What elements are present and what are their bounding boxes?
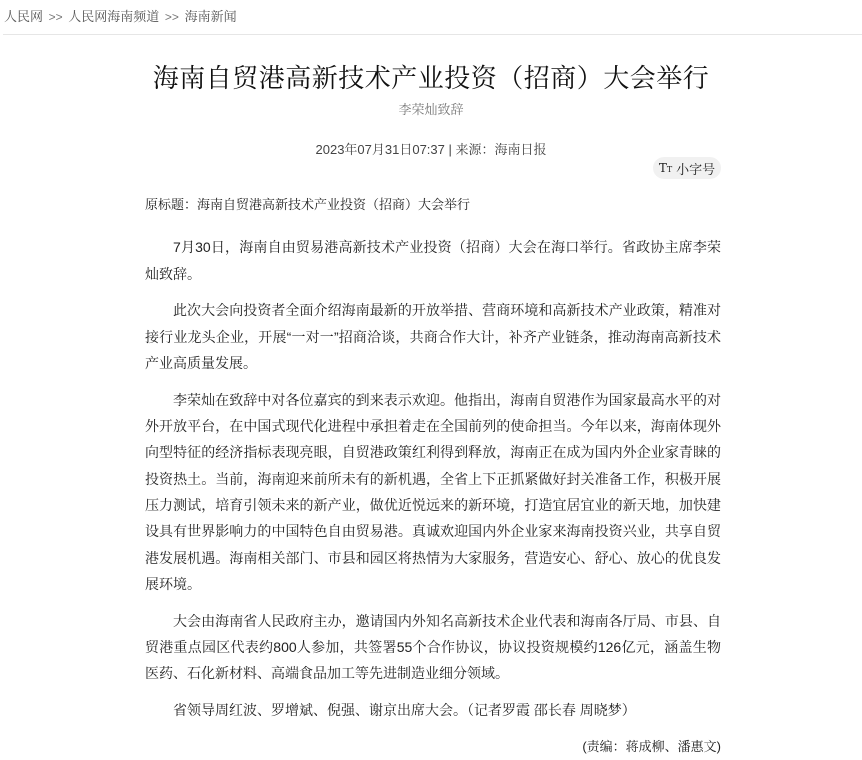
article-meta: 2023年07月31日07:37 | 来源：海南日报 (315, 142, 547, 157)
article-body (145, 192, 721, 760)
breadcrumb-link-home[interactable]: 人民网 (4, 9, 44, 24)
editor-credit: (责编：蒋成柳、潘惠文) (582, 738, 721, 754)
breadcrumb-link-hainan-news[interactable]: 海南新闻 (184, 9, 237, 24)
breadcrumb (4, 6, 237, 25)
text-size-icon: TT (658, 161, 673, 175)
breadcrumb-link-hainan-channel[interactable]: 人民网海南频道 (68, 9, 160, 24)
article-paragraph: 李荣灿在致辞中对各位嘉宾的到来表示欢迎。他指出，海南自贸港作为国家最高水平的对外开放平台，在中国式现代化进程中承担着走在全国前列的使命担当。今年以来，海南体现外向型特征的经济指标表现亮眼，自贸港政策红利得到释放，海南正在成为国内外企业家青睐的投资热土。当前，海南迎来前所未有的新机遇，全省上下正抓紧做好封关准备工作，积极开展压力测试，培育引领未来的新产业，做优近悦远来的新环境，打造宜居宜业的新天地，加快建设具有世界影响力的中国特色自由贸易港。真诚欢迎国内外企业家来海南投资兴业，共享自贸港发展机遇。海南相关部门、市县和园区将热情为大家服务，营造安心、舒心、放心的优良发展环境。 (145, 391, 721, 592)
article-paragraph: 此次大会向投资者全面介绍海南最新的开放举措、营商环境和高新技术产业政策，精准对接行业龙头企业，开展“一对一”招商洽谈，共商合作大计，补齐产业链条，推动海南高新技术产业高质量发展。 (145, 302, 721, 371)
font-size-button[interactable] (653, 157, 721, 179)
article-paragraph: 大会由海南省人民政府主办，邀请国内外知名高新技术企业代表和海南各厅局、市县、自贸港重点园区代表约800人参加，共签署55个合作协议，协议投资规模约126亿元，涵盖生物医药、石化新材料、高端食品加工等先进制造业细分领域。 (145, 612, 721, 682)
breadcrumb-separator: >> (48, 10, 63, 24)
font-size-label: 小字号 (676, 161, 716, 177)
article-subtitle: 李荣灿致辞 (398, 102, 464, 117)
header-divider (3, 34, 862, 35)
original-title: 原标题：海南自贸港高新技术产业投资（招商）大会举行 (145, 197, 471, 212)
breadcrumb-separator: >> (164, 10, 179, 24)
page-title: 海南自贸港高新技术产业投资（招商）大会举行 (152, 63, 710, 93)
article-paragraph: 7月30日，海南自由贸易港高新技术产业投资（招商）大会在海口举行。省政协主席李荣灿致辞。 (145, 239, 721, 282)
article-paragraph: 省领导周红波、罗增斌、倪强、谢京出席大会。（记者罗霞 邵长春 周晓梦） (173, 702, 636, 719)
